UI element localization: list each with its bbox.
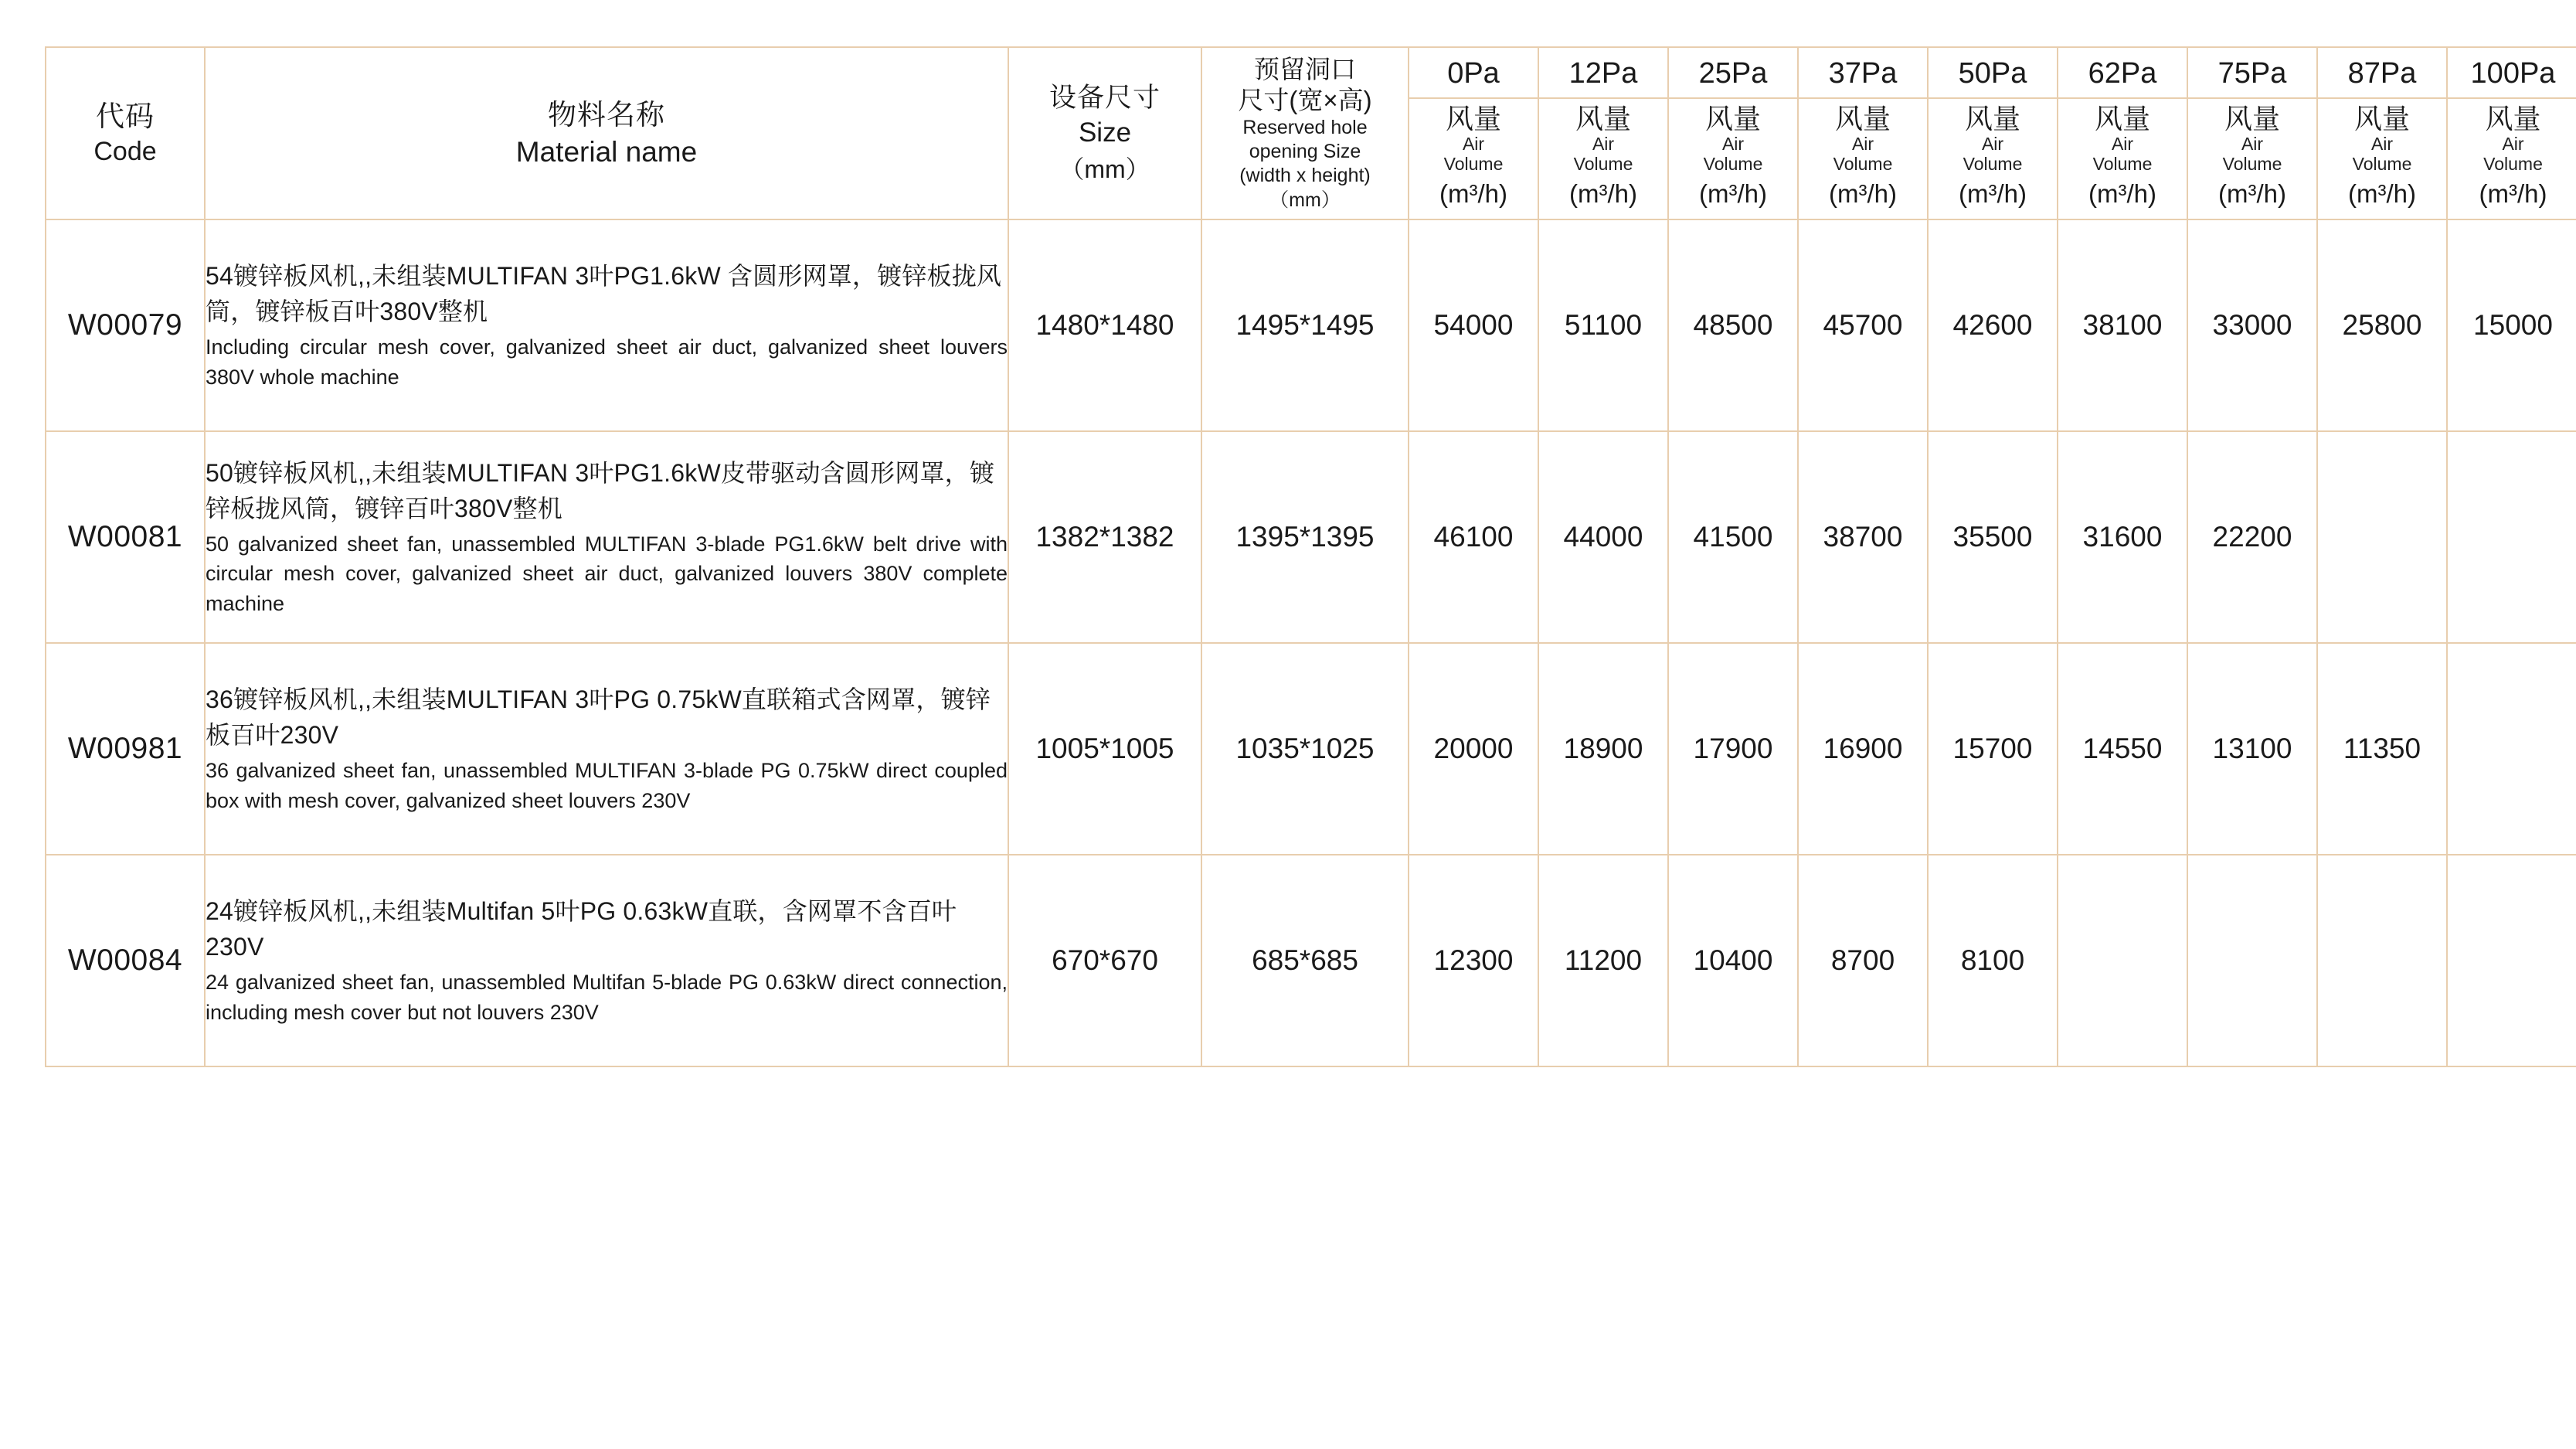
pressure-label: 62Pa	[2088, 57, 2157, 90]
header-airvolume-2	[1668, 98, 1798, 219]
airvolume-cn: 风量	[2353, 102, 2410, 134]
cell-airvolume-2: 48500	[1668, 219, 1798, 431]
cell-code: W00081	[46, 431, 205, 643]
airvolume-en-2: Volume	[1963, 153, 2023, 174]
material-name-cn: 54镀锌板风机,,未组装MULTIFAN 3叶PG1.6kW 含圆形网罩，镀锌板拢风筒，镀锌板百叶380V整机	[206, 262, 1002, 325]
cell-airvolume-2: 10400	[1668, 855, 1798, 1066]
airvolume-en-1: Air	[1592, 134, 1615, 155]
airvolume-unit: (m³/h)	[2218, 179, 2286, 208]
cell-airvolume-3: 8700	[1798, 855, 1928, 1066]
header-pressure-6	[2187, 47, 2317, 98]
airvolume-cn: 风量	[1834, 102, 1891, 134]
header-airvolume-4	[1928, 98, 2058, 219]
material-name-cn: 36镀锌板风机,,未组装MULTIFAN 3叶PG 0.75kW直联箱式含网罩，镀锌板百叶230V	[206, 685, 991, 749]
header-size-cn: 设备尺寸	[1048, 82, 1161, 113]
cell-material-name	[205, 643, 1008, 855]
cell-size: 1382*1382	[1008, 431, 1201, 643]
airvolume-en-2: Volume	[1703, 153, 1763, 174]
airvolume-en-1: Air	[2502, 134, 2524, 155]
cell-airvolume-8	[2447, 431, 2576, 643]
header-code-cn: 代码	[96, 100, 155, 133]
header-size-en: Size	[1078, 117, 1132, 148]
cell-airvolume-7: 11350	[2317, 643, 2447, 855]
cell-airvolume-7: 25800	[2317, 219, 2447, 431]
header-row-pressure	[46, 47, 2576, 98]
table-header	[46, 47, 2576, 219]
header-pressure-7	[2317, 47, 2447, 98]
material-name-en: 24 galvanized sheet fan, unassembled Multifan 5-blade PG 0.63kW direct connection, including mesh cover but not louvers 230V	[206, 971, 1008, 1024]
airvolume-cn: 风量	[1704, 102, 1761, 134]
header-hole-cn-line1: 预留洞口	[1254, 54, 1356, 83]
header-hole-en-line3: (width x height)	[1239, 165, 1371, 187]
cell-size: 1005*1005	[1008, 643, 1201, 855]
material-name-en: 50 galvanized sheet fan, unassembled MULTIFAN 3-blade PG1.6kW belt drive with circular mesh cover, galvanized sheet air duct, galvanized louvers 380V complete machine	[206, 532, 1008, 615]
cell-airvolume-0: 12300	[1409, 855, 1538, 1066]
cell-airvolume-2: 17900	[1668, 643, 1798, 855]
header-material-name-cn: 物料名称	[548, 99, 665, 131]
pressure-label: 100Pa	[2470, 57, 2556, 90]
header-airvolume-7	[2317, 98, 2447, 219]
header-airvolume-3	[1798, 98, 1928, 219]
pressure-label: 12Pa	[1568, 57, 1638, 90]
cell-hole-size: 1395*1395	[1201, 431, 1409, 643]
airvolume-cn: 风量	[2224, 102, 2280, 134]
cell-airvolume-8	[2447, 855, 2576, 1066]
header-airvolume-1	[1538, 98, 1668, 219]
table-row	[46, 855, 2576, 1066]
cell-airvolume-5: 14550	[2058, 643, 2187, 855]
cell-airvolume-4: 42600	[1928, 219, 2058, 431]
header-airvolume-8	[2447, 98, 2576, 219]
table-row	[46, 643, 2576, 855]
cell-airvolume-4: 8100	[1928, 855, 2058, 1066]
airvolume-en-1: Air	[1851, 134, 1874, 155]
cell-size: 670*670	[1008, 855, 1201, 1066]
cell-airvolume-1: 11200	[1538, 855, 1668, 1066]
cell-airvolume-1: 44000	[1538, 431, 1668, 643]
material-name-en: Including circular mesh cover, galvanized sheet air duct, galvanized sheet louvers 380V whole machine	[206, 335, 1008, 389]
header-pressure-2	[1668, 47, 1798, 98]
airvolume-cn: 风量	[1964, 102, 2020, 134]
header-code-en: Code	[93, 136, 157, 166]
cell-airvolume-8	[2447, 643, 2576, 855]
header-hole-unit: （mm）	[1269, 189, 1341, 212]
airvolume-unit: (m³/h)	[1569, 179, 1637, 208]
cell-airvolume-3: 45700	[1798, 219, 1928, 431]
airvolume-en-1: Air	[1721, 134, 1745, 155]
cell-airvolume-6: 13100	[2187, 643, 2317, 855]
pressure-label: 25Pa	[1698, 57, 1768, 90]
header-airvolume-0	[1409, 98, 1538, 219]
header-airvolume-6	[2187, 98, 2317, 219]
header-material-name-en: Material name	[515, 135, 698, 168]
table-row	[46, 431, 2576, 643]
airvolume-cn: 风量	[2485, 102, 2541, 134]
airvolume-unit: (m³/h)	[1829, 179, 1897, 208]
cell-airvolume-0: 46100	[1409, 431, 1538, 643]
header-code	[46, 47, 205, 219]
cell-airvolume-5: 38100	[2058, 219, 2187, 431]
material-name-en: 36 galvanized sheet fan, unassembled MULTIFAN 3-blade PG 0.75kW direct coupled box with mesh cover, galvanized sheet louvers 230V	[206, 759, 1008, 812]
pressure-label: 75Pa	[2217, 57, 2287, 90]
cell-code: W00084	[46, 855, 205, 1066]
airvolume-unit: (m³/h)	[1439, 179, 1507, 208]
airvolume-en-1: Air	[2111, 134, 2134, 155]
cell-hole-size: 1495*1495	[1201, 219, 1409, 431]
header-hole-en-line2: opening Size	[1249, 141, 1361, 163]
header-size	[1008, 47, 1201, 219]
cell-material-name	[205, 855, 1008, 1066]
header-pressure-0	[1409, 47, 1538, 98]
airvolume-cn: 风量	[2094, 102, 2150, 134]
cell-airvolume-6: 22200	[2187, 431, 2317, 643]
airvolume-unit: (m³/h)	[2479, 179, 2547, 208]
cell-material-name	[205, 431, 1008, 643]
cell-airvolume-5	[2058, 855, 2187, 1066]
cell-airvolume-1: 18900	[1538, 643, 1668, 855]
header-reserved-hole	[1201, 47, 1409, 219]
airvolume-en-2: Volume	[2092, 153, 2153, 174]
material-name-cn: 24镀锌板风机,,未组装Multifan 5叶PG 0.63kW直联，含网罩不含百叶230V	[206, 897, 957, 961]
cell-airvolume-1: 51100	[1538, 219, 1668, 431]
cell-airvolume-8: 15000	[2447, 219, 2576, 431]
cell-airvolume-2: 41500	[1668, 431, 1798, 643]
header-hole-en-line1: Reserved hole	[1242, 117, 1368, 139]
pressure-label: 87Pa	[2347, 57, 2417, 90]
pressure-label: 50Pa	[1958, 57, 2027, 90]
pressure-label: 0Pa	[1447, 57, 1500, 90]
cell-airvolume-4: 15700	[1928, 643, 2058, 855]
cell-airvolume-3: 38700	[1798, 431, 1928, 643]
cell-airvolume-7	[2317, 431, 2447, 643]
airvolume-en-1: Air	[2241, 134, 2264, 155]
airvolume-en-1: Air	[1462, 134, 1485, 155]
header-material-name	[205, 47, 1008, 219]
cell-code: W00079	[46, 219, 205, 431]
header-size-unit: （mm）	[1059, 155, 1150, 184]
table-row	[46, 219, 2576, 431]
header-pressure-4	[1928, 47, 2058, 98]
airvolume-en-2: Volume	[2483, 153, 2543, 174]
cell-size: 1480*1480	[1008, 219, 1201, 431]
cell-airvolume-0: 54000	[1409, 219, 1538, 431]
airvolume-en-2: Volume	[2352, 153, 2412, 174]
airvolume-en-2: Volume	[1573, 153, 1633, 174]
airvolume-en-2: Volume	[2222, 153, 2282, 174]
header-hole-cn-line2: 尺寸(宽×高)	[1238, 85, 1372, 114]
header-pressure-5	[2058, 47, 2187, 98]
cell-airvolume-4: 35500	[1928, 431, 2058, 643]
header-airvolume-5	[2058, 98, 2187, 219]
cell-hole-size: 685*685	[1201, 855, 1409, 1066]
cell-material-name	[205, 219, 1008, 431]
cell-airvolume-0: 20000	[1409, 643, 1538, 855]
material-name-cn: 50镀锌板风机,,未组装MULTIFAN 3叶PG1.6kW皮带驱动含圆形网罩，镀锌板拢风筒，镀锌百叶380V整机	[206, 459, 995, 522]
cell-code: W00981	[46, 643, 205, 855]
cell-airvolume-7	[2317, 855, 2447, 1066]
airvolume-unit: (m³/h)	[2348, 179, 2416, 208]
header-pressure-3	[1798, 47, 1928, 98]
airvolume-unit: (m³/h)	[1959, 179, 2027, 208]
airvolume-en-2: Volume	[1443, 153, 1504, 174]
airvolume-en-1: Air	[1981, 134, 2004, 155]
cell-airvolume-5: 31600	[2058, 431, 2187, 643]
airvolume-unit: (m³/h)	[2088, 179, 2156, 208]
airvolume-unit: (m³/h)	[1699, 179, 1767, 208]
airvolume-en-2: Volume	[1833, 153, 1893, 174]
airvolume-cn: 风量	[1575, 102, 1631, 134]
cell-hole-size: 1035*1025	[1201, 643, 1409, 855]
table-body	[46, 219, 2576, 1066]
cell-airvolume-3: 16900	[1798, 643, 1928, 855]
header-pressure-8	[2447, 47, 2576, 98]
cell-airvolume-6	[2187, 855, 2317, 1066]
cell-airvolume-6: 33000	[2187, 219, 2317, 431]
header-pressure-1	[1538, 47, 1668, 98]
pressure-label: 37Pa	[1828, 57, 1898, 90]
airvolume-cn: 风量	[1445, 102, 1501, 134]
airvolume-en-1: Air	[2370, 134, 2394, 155]
fan-specification-table	[45, 46, 2576, 1067]
